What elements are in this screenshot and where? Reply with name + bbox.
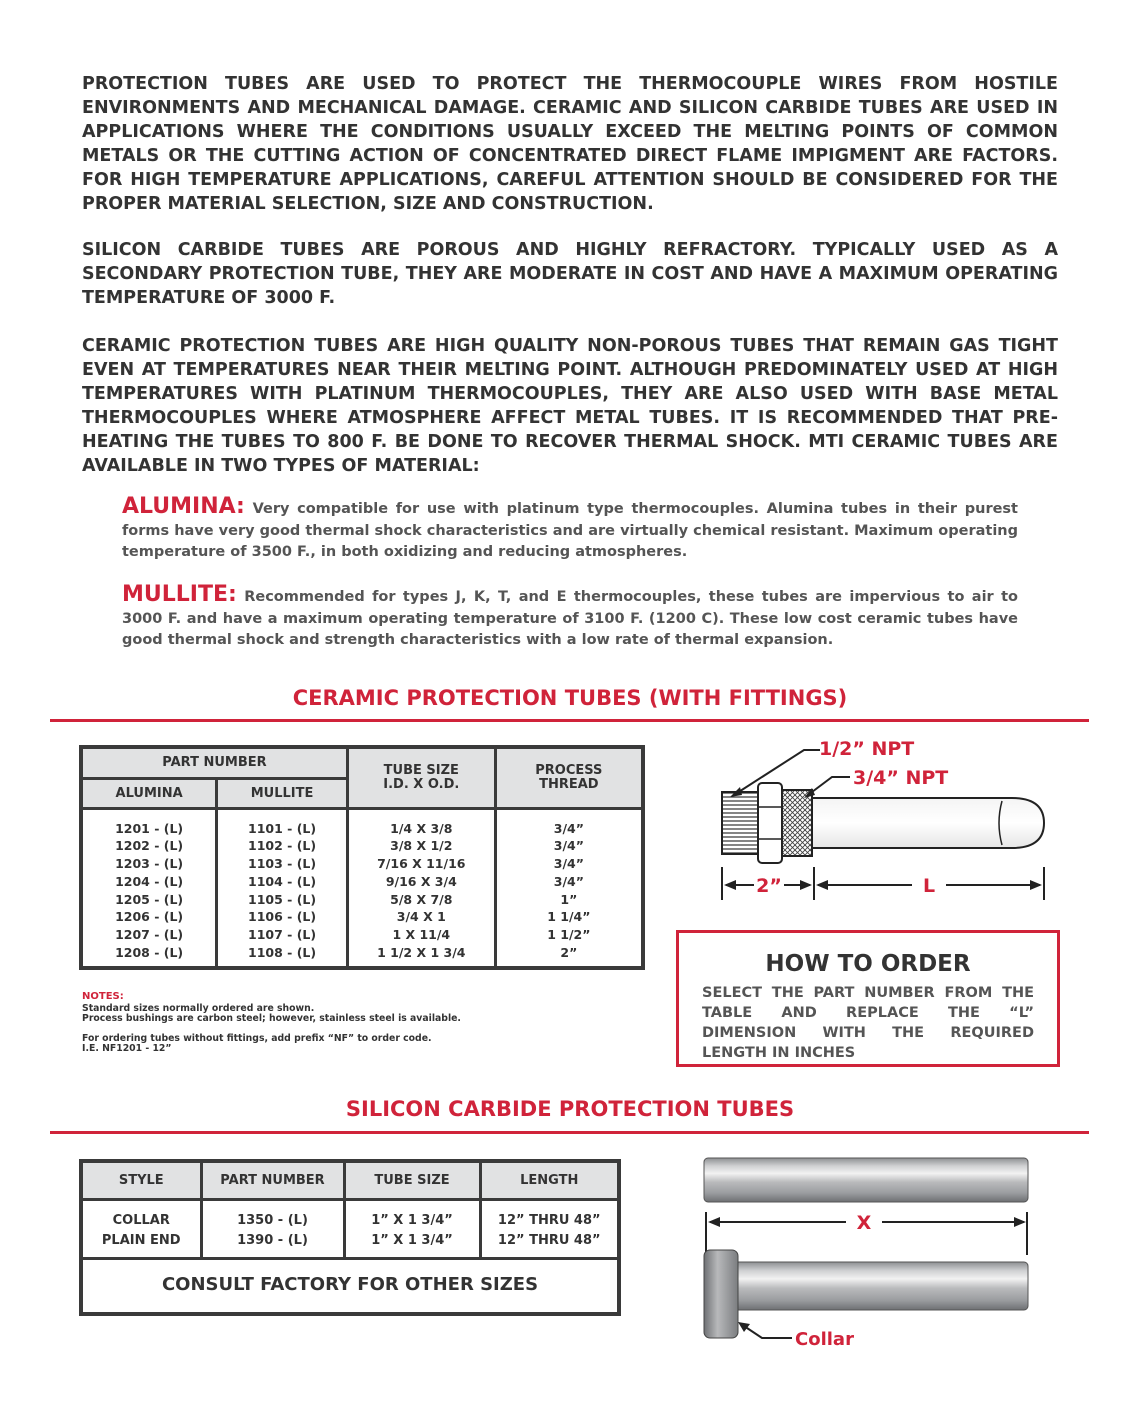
- thread-value: 3/4”: [553, 838, 584, 854]
- how-to-order-title: HOW TO ORDER: [765, 951, 971, 977]
- ceramic-tube-icon: [812, 798, 1044, 848]
- tube-size-column: [347, 808, 495, 968]
- mullite-text: Recommended for types J, K, T, and E thermocouples, these tubes are impervious to air to 3000 F. and have a maximum operating temperature of 3100 F. (1200 C). These low cost ceramic tubes have good thermal shock and strength characteristics with a low rate of thermal expansion.: [122, 589, 1018, 648]
- tube-size-value: 5/8 X 7/8: [390, 891, 453, 907]
- notes-line: Process bushings are carbon steel; however, stainless steel is available.: [82, 1013, 461, 1024]
- header-style: STYLE: [81, 1161, 201, 1199]
- alumina-part: 1201 - (L): [115, 820, 184, 836]
- tube-size-value: 9/16 X 3/4: [385, 873, 457, 889]
- thread-column: [495, 808, 643, 968]
- ceramic-notes: [82, 992, 461, 1055]
- header-sic-length: LENGTH: [480, 1161, 619, 1199]
- label-three-quarter-npt: 3/4” NPT: [853, 767, 949, 789]
- mullite-description: [122, 584, 1018, 652]
- how-to-order-text: SELECT THE PART NUMBER FROM THE TABLE AND REPLACE THE “L” DIMENSION WITH THE REQUIRED LENGTH IN INCHES: [702, 985, 1034, 1061]
- ceramic-section-divider: [50, 719, 1089, 722]
- intro-text-2: SILICON CARBIDE TUBES ARE POROUS AND HIGHLY REFRACTORY. TYPICALLY USED AS A SECONDARY PROTECTION TUBE, THEY ARE MODERATE IN COST AND HAVE A MAXIMUM OPERATING TEMPERATURE OF 3000 F.: [82, 240, 1058, 308]
- alumina-column: [81, 808, 217, 968]
- alumina-part: 1202 - (L): [115, 838, 184, 854]
- sic-length-value: 12” THRU 48”: [497, 1212, 601, 1228]
- mullite-part: 1105 - (L): [248, 891, 317, 907]
- table-row: [81, 1199, 619, 1258]
- header-part-number: PART NUMBER: [81, 747, 347, 778]
- intro-text-1: PROTECTION TUBES ARE USED TO PROTECT THE THERMOCOUPLE WIRES FROM HOSTILE ENVIRONMENTS AND MECHANICAL DAMAGE. CERAMIC AND SILICON CARBIDE TUBES ARE USED IN APPLICATIONS WHERE THE CONDITIONS USUALLY EXCEED THE MELTING POINTS OF COMMON METALS OR THE CUTTING ACTION OF CONCENTRATED DIRECT FLAME IMPIGMENT ARE FACTORS. FOR HIGH TEMPERATURE APPLICATIONS, CAREFUL ATTENTION SHOULD BE CONSIDERED FOR THE PROPER MATERIAL SELECTION, SIZE AND CONSTRUCTION.: [82, 74, 1058, 214]
- mullite-part: 1101 - (L): [248, 820, 317, 836]
- alumina-part: 1204 - (L): [115, 873, 184, 889]
- mullite-part: 1108 - (L): [248, 945, 317, 961]
- sic-tube-diagram: [696, 1150, 1041, 1360]
- mullite-part: 1103 - (L): [248, 856, 317, 872]
- mullite-part: 1104 - (L): [248, 873, 317, 889]
- alumina-text: Very compatible for use with platinum type thermocouples. Alumina tubes in their purest forms have very good thermal shock characteristics and are virtually chemical resistant. Maximum operating temperature of 3500 F., in both oxidizing and reducing atmospheres.: [122, 501, 1018, 560]
- header-tube-size-sub: I.D. X O.D.: [383, 776, 460, 792]
- intro-text-3: CERAMIC PROTECTION TUBES ARE HIGH QUALITY NON-POROUS TUBES THAT REMAIN GAS TIGHT EVEN AT TEMPERATURES NEAR THEIR MELTING POINT. ALTHOUGH PREDOMINATELY USED AT HIGH TEMPERATURES WITH PLATINUM THERMOCOUPLES, THEY ARE ALSO USED WITH BASE METAL THERMOCOUPLES WHERE ATMOSPHERE AFFECT METAL TUBES. IT IS RECOMMENDED THAT PRE-HEATING THE TUBES TO 800 F. BE DONE TO RECOVER THERMAL SHOCK. MTI CERAMIC TUBES ARE AVAILABLE IN TWO TYPES OF MATERIAL:: [82, 336, 1058, 476]
- collar-tube-icon: [734, 1262, 1028, 1310]
- table-row: [81, 808, 643, 968]
- intro-paragraph-2: [82, 238, 1058, 310]
- label-half-npt: 1/2” NPT: [819, 738, 915, 760]
- header-alumina: ALUMINA: [81, 778, 217, 808]
- three-quarter-npt-thread-icon: [782, 790, 812, 856]
- collar-icon: [704, 1250, 738, 1338]
- sic-section-divider: [50, 1131, 1089, 1134]
- plain-end-tube-icon: [704, 1158, 1028, 1202]
- sic-size-value: 1” X 1 3/4”: [371, 1212, 453, 1228]
- thread-value: 2”: [560, 945, 578, 961]
- ceramic-section-title: CERAMIC PROTECTION TUBES (WITH FITTINGS): [292, 686, 848, 710]
- header-process-label: PROCESS: [535, 762, 603, 778]
- notes-line: Standard sizes normally ordered are shown.: [82, 1002, 315, 1014]
- mullite-part: 1102 - (L): [248, 838, 317, 854]
- alumina-part: 1208 - (L): [115, 945, 184, 961]
- header-mullite: MULLITE: [217, 778, 348, 808]
- header-tube-size: [347, 747, 495, 808]
- style-column: [81, 1199, 201, 1258]
- half-npt-thread-icon: [722, 792, 758, 854]
- mullite-term: MULLITE:: [122, 582, 237, 607]
- header-process-sub: THREAD: [539, 776, 599, 792]
- sic-parts-table: [79, 1159, 621, 1316]
- sic-size-value: 1” X 1 3/4”: [371, 1232, 453, 1248]
- tube-size-value: 7/16 X 11/16: [377, 856, 466, 872]
- tube-size-value: 1/4 X 3/8: [390, 820, 453, 836]
- ceramic-parts-table: [79, 745, 645, 970]
- thread-value: 1”: [560, 891, 578, 907]
- notes-line: For ordering tubes without fittings, add prefix “NF” to order code.: [82, 1032, 432, 1044]
- notes-line: I.E. NF1201 - 12”: [82, 1043, 172, 1054]
- tube-size-value: 1 X 11/4: [392, 927, 451, 943]
- sic-length-column: [480, 1199, 619, 1258]
- style-value: COLLAR: [112, 1212, 170, 1228]
- thread-value: 3/4”: [553, 873, 584, 889]
- dim-x-label: X: [856, 1212, 872, 1234]
- thread-value: 1 1/2”: [547, 927, 591, 943]
- dim-length-label: L: [922, 875, 936, 897]
- header-tube-size-label: TUBE SIZE: [383, 762, 459, 778]
- thread-value: 3/4”: [553, 856, 584, 872]
- sic-part-column: [201, 1199, 344, 1258]
- sic-section-title: SILICON CARBIDE PROTECTION TUBES: [345, 1097, 795, 1121]
- mullite-column: [217, 808, 348, 968]
- hex-nut-icon: [758, 783, 782, 863]
- ceramic-tube-diagram: [700, 735, 1080, 905]
- sic-size-column: [344, 1199, 480, 1258]
- alumina-part: 1203 - (L): [115, 856, 184, 872]
- sic-part-value: 1350 - (L): [237, 1212, 308, 1228]
- header-sic-part-number: PART NUMBER: [201, 1161, 344, 1199]
- alumina-term: ALUMINA:: [122, 494, 245, 519]
- thread-value: 1 1/4”: [547, 909, 591, 925]
- tube-size-value: 3/8 X 1/2: [390, 838, 453, 854]
- tube-size-value: 1 1/2 X 1 3/4: [377, 945, 466, 961]
- alumina-part: 1206 - (L): [115, 909, 184, 925]
- mullite-part: 1106 - (L): [248, 909, 317, 925]
- consult-factory-note: CONSULT FACTORY FOR OTHER SIZES: [81, 1258, 619, 1314]
- thread-value: 3/4”: [553, 820, 584, 836]
- sic-length-value: 12” THRU 48”: [497, 1232, 601, 1248]
- header-sic-tube-size: TUBE SIZE: [344, 1161, 480, 1199]
- notes-heading: NOTES:: [82, 991, 124, 1002]
- alumina-part: 1207 - (L): [115, 927, 184, 943]
- sic-part-value: 1390 - (L): [237, 1232, 308, 1248]
- alumina-description: [122, 496, 1018, 564]
- intro-paragraph-3: [82, 334, 1058, 478]
- style-value: PLAIN END: [101, 1232, 181, 1248]
- mullite-part: 1107 - (L): [248, 927, 317, 943]
- how-to-order-box: [676, 930, 1060, 1067]
- intro-paragraph-1: [82, 72, 1058, 216]
- header-process-thread: [495, 747, 643, 808]
- collar-label: Collar: [795, 1329, 854, 1350]
- dim-fitting-label: 2”: [756, 875, 782, 897]
- tube-size-value: 3/4 X 1: [396, 909, 446, 925]
- alumina-part: 1205 - (L): [115, 891, 184, 907]
